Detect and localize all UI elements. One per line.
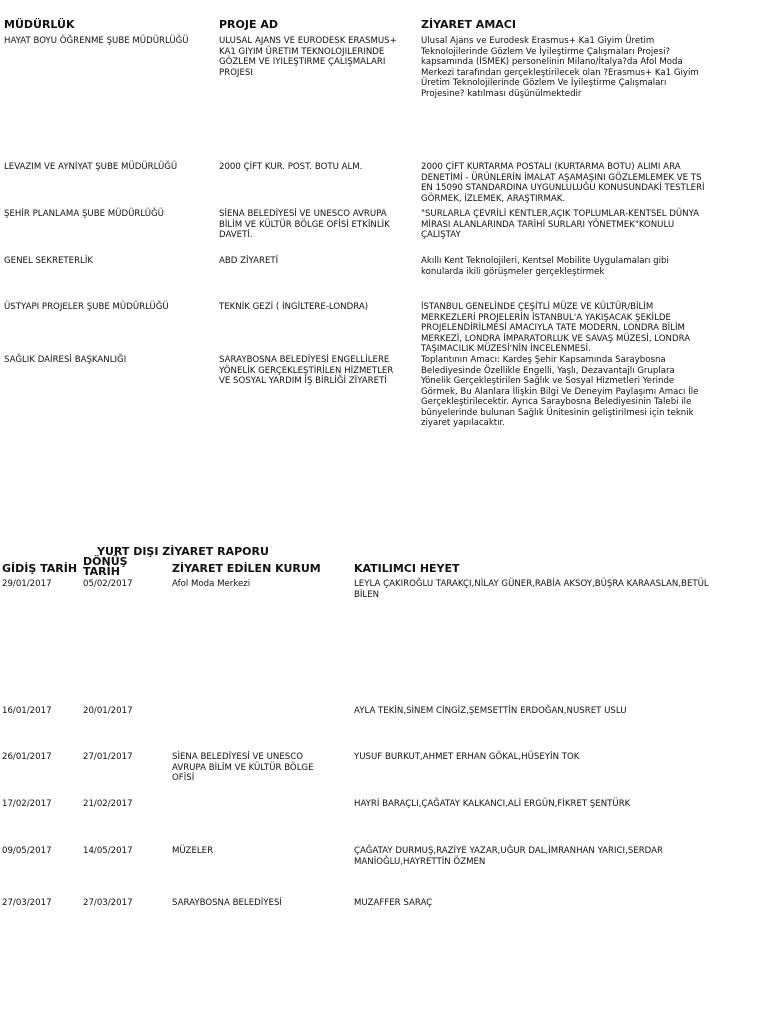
bottom-row-1-donus: 05/02/2017 [83, 579, 133, 589]
header-gidis-tarih: GİDİŞ TARİH [2, 562, 78, 575]
bottom-row-2-gidis: 16/01/2017 [2, 706, 52, 716]
top-row-6-mudurluk: SAĞLIK DAİRESİ BAŞKANLIĞI [4, 355, 127, 365]
bottom-row-2-heyet: AYLA TEKİN,SİNEM CİNGİZ,ŞEMSETTİN ERDOĞAN,NUSRET USLU [354, 706, 627, 716]
header-ziyaret-amaci: ZİYARET AMACI [421, 18, 516, 31]
bottom-row-4-gidis: 17/02/2017 [2, 799, 52, 809]
bottom-row-5-gidis: 09/05/2017 [2, 846, 52, 856]
bottom-row-6-gidis: 27/03/2017 [2, 898, 52, 908]
bottom-row-4-donus: 21/02/2017 [83, 799, 133, 809]
bottom-row-5-donus: 14/05/2017 [83, 846, 133, 856]
top-row-3-mudurluk: ŞEHİR PLANLAMA ŞUBE MÜDÜRLÜĞÜ [4, 209, 164, 219]
top-row-3-proje: SİENA BELEDİYESİ VE UNESCO AVRUPA BİLİM VE KÜLTÜR BÖLGE OFİSİ ETKİNLİK DAVETİ. [219, 209, 390, 240]
top-row-2-amac: 2000 ÇİFT KURTARMA POSTALI (KURTARMA BOTU) ALIMI ARA DENETİMİ - ÜRÜNLERİN İMALAT AŞAMAŞINI GÖZLEMLEMEK VE TS EN 15090 STANDARDINA UYGUNLULUĞU KONUSUNDAKİ TESTLERİ GÖRMEK, İZLEMEK, ARAŞTIRMAK. [421, 162, 705, 204]
top-row-5-amac: İSTANBUL GENELİNDE ÇEŞİTLİ MÜZE VE KÜLTÜR/BİLİM MERKEZLERİ PROJELERİN İSTANBUL'A YAKIŞACAK ŞEKİLDE PROJELENDİRİLMESİ AMACIYLA TATE MODERN, LONDRA BİLİM MERKEZİ, LONDRA İMPARATORLUK VE SAVAŞ MÜZESİ, LONDRA TAŞIMACILIK MÜZESİ'NİN İNCELENMESİ. [421, 302, 691, 354]
bottom-row-6-heyet: MUZAFFER SARAÇ [354, 898, 433, 908]
bottom-row-6-kurum: SARAYBOSNA BELEDİYESİ [172, 898, 282, 908]
bottom-row-1-gidis: 29/01/2017 [2, 579, 52, 589]
top-row-4-proje: ABD ZİYARETİ [219, 256, 279, 266]
top-row-4-amac: Akıllı Kent Teknolojileri, Kentsel Mobilite Uygulamaları gibi konularda ikili görüşmeler gerçekleştirmek [421, 256, 669, 277]
bottom-row-2-donus: 20/01/2017 [83, 706, 133, 716]
bottom-row-1-kurum: Afol Moda Merkezi [172, 579, 251, 589]
bottom-row-1-heyet: LEYLA ÇAKIROĞLU TARAKÇI,NİLAY GÜNER,RABİA AKSOY,BÜŞRA KARAASLAN,BETÜL BİLEN [354, 579, 709, 600]
top-row-3-amac: "SURLARLA ÇEVRİLİ KENTLER,AÇIK TOPLUMLAR-KENTSEL DÜNYA MİRASI ALANLARINDA TARİHİ SURLARI YÖNETMEK"KONULU ÇALIŞTAY [421, 209, 700, 240]
top-row-1-proje: ULUSAL AJANS VE EURODESK ERASMUS+ KA1 GIYIM ÜRETIM TEKNOLOJILERINDE GÖZLEM VE IYILEŞTIRME ÇALIŞMALARI PROJESI [219, 36, 397, 78]
bottom-row-3-donus: 27/01/2017 [83, 752, 133, 762]
bottom-row-5-kurum: MÜZELER [172, 846, 214, 856]
top-row-5-proje: TEKNİK GEZİ ( İNGİLTERE-LONDRA) [219, 302, 369, 312]
bottom-row-6-donus: 27/03/2017 [83, 898, 133, 908]
bottom-row-3-gidis: 26/01/2017 [2, 752, 52, 762]
top-row-2-proje: 2000 ÇİFT KUR. POST. BOTU ALM. [219, 162, 363, 172]
top-row-1-amac: Ulusal Ajans ve Eurodesk Erasmus+ Ka1 Giyim Üretim Teknolojilerinde Gözlem Ve İyileştirme Çalışmaları Projesi? kapsamında (İSMEK) personelinin Milano/İtalya?da Afol Moda Merkezi tarafından gerçekleştirilecek olan ?Erasmus+ Ka1 Giyim Üretim Teknolojilerinde Gözlem Ve İyileştirme Çalışmaları Projesine? katılması düşünülmektedir [421, 36, 699, 99]
top-row-6-amac: Toplantının Amacı: Kardeş Şehir Kapsamında Saraybosna Belediyesinde Özellikle Engelli, Yaşlı, Dezavantajlı Gruplara Yönelik Gerçekleştirilen Sağlık ve Sosyal Hizmetleri Yerinde Görmek, Bu Alanlara İlişkin Bilgi Ve Deneyim Paylaşımı Amacı İle Gerçekleştirilecektir. Ayrıca Saraybosna Belediyesinin Talebi ile bünyelerinde bulunan Sağlık Ünitesinin geliştirilmesi için teknik ziyaret yapılacaktır. [421, 355, 699, 428]
top-row-6-proje: SARAYBOSNA BELEDİYESİ ENGELLİLERE YÖNELİK GERÇEKLEŞTİRİLEN HİZMETLER VE SOSYAL YARDIM İŞ BİRLİĞİ ZİYARETİ [219, 355, 394, 386]
report-title: YURT DIŞI ZİYARET RAPORU [97, 545, 269, 558]
top-row-1-mudurluk: HAYAT BOYU ÖĞRENME ŞUBE MÜDÜRLÜĞÜ [4, 36, 189, 46]
header-katilimci-heyet: KATILIMCI HEYET [354, 562, 460, 575]
top-row-2-mudurluk: LEVAZIM VE AYNİYAT ŞUBE MÜDÜRLÜĞÜ [4, 162, 178, 172]
bottom-row-3-kurum: SİENA BELEDİYESİ VE UNESCO AVRUPA BİLİM VE KÜLTÜR BÖLGE OFİSİ [172, 752, 314, 783]
header-proje-ad: PROJE AD [219, 18, 278, 31]
header-ziyaret-edilen-kurum: ZİYARET EDİLEN KURUM [172, 562, 321, 575]
top-row-4-mudurluk: GENEL SEKRETERLİK [4, 256, 93, 266]
bottom-row-4-heyet: HAYRİ BARAÇLI,ÇAĞATAY KALKANCI,ALİ ERGÜN,FİKRET ŞENTÜRK [354, 799, 631, 809]
top-row-5-mudurluk: ÜSTYAPI PROJELER ŞUBE MÜDÜRLÜĞÜ [4, 302, 169, 312]
header-mudurluk: MÜDÜRLÜK [4, 18, 75, 31]
bottom-row-3-heyet: YUSUF BURKUT,AHMET ERHAN GÖKAL,HÜSEYİN TOK [354, 752, 580, 762]
bottom-row-5-heyet: ÇAĞATAY DURMUŞ,RAZİYE YAZAR,UĞUR DAL,İMRANHAN YARICI,SERDAR MANİOĞLU,HAYRETTİN ÖZMEN [354, 846, 663, 867]
header-donus-tarih: DÖNÜŞ TARİH [83, 555, 128, 578]
